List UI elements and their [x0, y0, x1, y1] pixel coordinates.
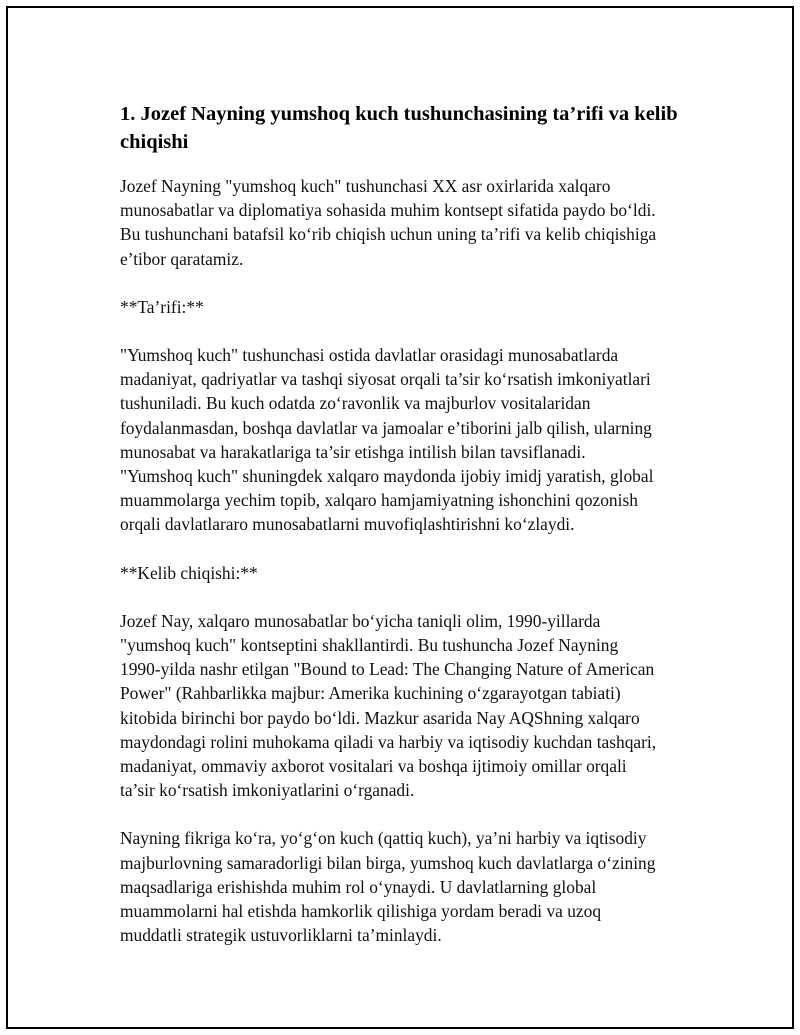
definition-paragraph: "Yumshoq kuch" tushunchasi ostida davlatlar orasidagi munosabatlarda madaniyat, qadriyatlar va tashqi siyosat orqali ta’sir ko‘rsatish imkoniyatlari tushuniladi. Bu kuch odatda zo‘ravonlik va majburlov vositalaridan foydalanmasdan, boshqa davlatlar va jamoalar e’tiborini jalb qilish, ularning munosabat va harakatlariga ta’sir etishga intilish bilan tavsiflanadi. "Yumshoq kuch" shuningdek xalqaro maydonda ijobiy imidj yaratish, global muammolarga yechim topib, xalqaro hamjamiyatning ishonchini qozonish orqali davlatlararo munosabatlarni muvofiqlashtirishni ko‘zlaydi.: [120, 345, 654, 535]
conclusion-paragraph: Nayning fikriga ko‘ra, yo‘g‘on kuch (qattiq kuch), ya’ni harbiy va iqtisodiy majburlovning samaradorligi bilan birga, yumshoq kuch davlatlarga o‘zining maqsadlariga erishishda muhim rol o‘ynaydi. U davlatlarning global muammolarni hal etishda hamkorlik qilishiga yordam beradi va uzoq muddatli strategik ustuvorliklarni ta’minlaydi.: [120, 828, 656, 946]
document-body: [120, 100, 700, 971]
page-frame: [6, 6, 794, 1029]
origin-label: **Kelib chiqishi:**: [120, 562, 258, 583]
intro-paragraph: Jozef Nayning "yumshoq kuch" tushunchasi XX asr oxirlarida xalqaro munosabatlar va diplomatiya sohasida muhim kontsept sifatida paydo bo‘ldi. Bu tushunchani batafsil ko‘rib chiqish uchun uning ta’rifi va kelib chiqishiga e’tibor qaratamiz.: [120, 176, 657, 269]
origin-paragraph: Jozef Nay, xalqaro munosabatlar bo‘yicha taniqli olim, 1990-yillarda "yumshoq kuch" kontseptini shakllantirdi. Bu tushuncha Jozef Nayning 1990-yilda nashr etilgan "Bound to Lead: The Changing Nature of American Power" (Rahbarlikka majbur: Amerika kuchining o‘zgarayotgan tabiati) kitobida birinchi bor paydo bo‘ldi. Mazkur asarida Nay AQShning xalqaro maydondagi rolini muhokama qiladi va harbiy va iqtisodiy kuchdan tashqari, madaniyat, ommaviy axborot vositalari va boshqa ijtimoiy omillar orqali ta’sir ko‘rsatish imkoniyatlarini o‘rganadi.: [120, 610, 657, 801]
section-heading: 1. Jozef Nayning yumshoq kuch tushunchasining ta’rifi va kelib chiqishi: [120, 103, 678, 153]
definition-label: **Ta’rifi:**: [120, 296, 204, 317]
